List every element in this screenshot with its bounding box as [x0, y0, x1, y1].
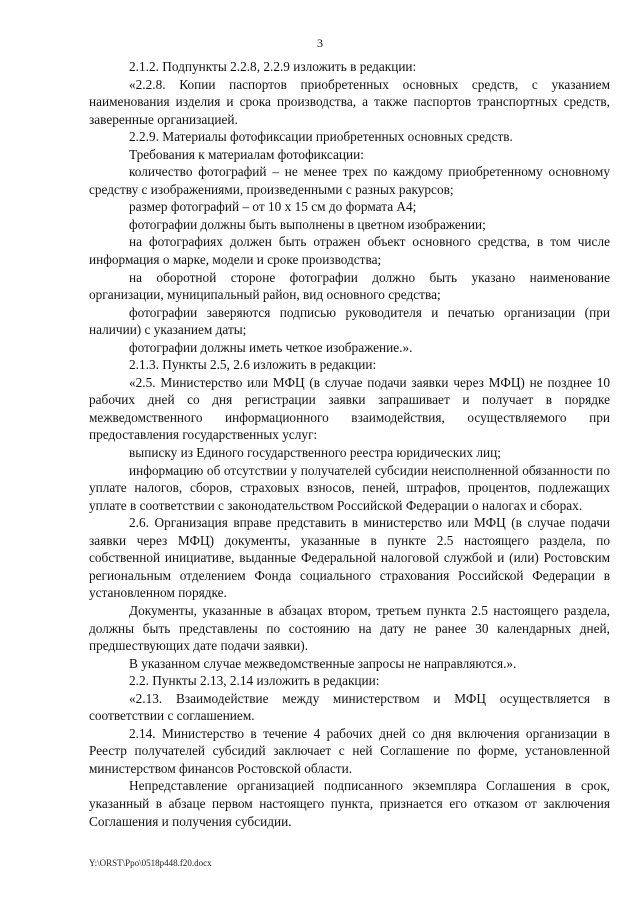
paragraph: размер фотографий – от 10 x 15 см до формата А4; [129, 199, 417, 215]
paragraph: фотографии заверяются подписью руководителя и печатью организации (при наличии) с указанием даты; [89, 304, 610, 338]
paragraph: Требования к материалам фотофиксации: [129, 146, 364, 162]
paragraph: «2.13. Взаимодействие между министерством и МФЦ осуществляется в соответствии с соглашением. [89, 690, 610, 724]
file-path-footer: Y:\ORST\Ppo\0518p448.f20.docx [89, 858, 212, 868]
page-number: 3 [317, 36, 323, 50]
paragraph: фотографии должны быть выполнены в цветном изображении; [129, 216, 486, 232]
paragraph: на оборотной стороне фотографии должно быть указано наименование организации, муниципальный район, вид основного средства; [89, 269, 610, 303]
paragraph: Документы, указанные в абзацах втором, третьем пункта 2.5 настоящего раздела, должны быть представлены по состоянию на дату не ранее 30 календарных дней, предшествующих дате подачи заявки). [89, 602, 610, 654]
paragraph: «2.5. Министерство или МФЦ (в случае подачи заявки через МФЦ) не позднее 10 рабочих дней со дня регистрации заявки запрашивает и получает в порядке межведомственного информационного взаимодействия, осуществляемого при предоставления государственных услуг: [89, 374, 610, 443]
paragraph: информацию об отсутствии у получателей субсидии неисполненной обязанности по уплате налогов, сборов, страховых взносов, пеней, штрафов, процентов, подлежащих уплате в соответствии с законодательством Российской Федерации о налогах и сборах. [89, 462, 610, 513]
paragraph: 2.1.3. Пункты 2.5, 2.6 изложить в редакции: [129, 357, 377, 373]
paragraph: В указанном случае межведомственные запросы не направляются.». [129, 655, 517, 671]
paragraph: 2.6. Организация вправе представить в министерство или МФЦ (в случае подачи заявки через МФЦ) документы, указанные в пункте 2.5 настоящего раздела, по собственной инициативе, выданные Федеральной налоговой службой и (или) Ростовским региональным отделением Фонда социального страхования Российской Федерации в установленном порядке. [89, 515, 610, 601]
paragraph: 2.2.9. Материалы фотофиксации приобретенных основных средств. [129, 129, 513, 145]
document-body [89, 58, 610, 830]
paragraph: «2.2.8. Копии паспортов приобретенных основных средств, с указанием наименования изделия и срока производства, а также паспортов транспортных средств, заверенные организацией. [89, 76, 610, 127]
paragraph: 2.1.2. Подпункты 2.2.8, 2.2.9 изложить в редакции: [129, 59, 417, 74]
paragraph: количество фотографий – не менее трех по каждому приобретенному основному средству с изображениями, произведенными с разных ракурсов; [89, 164, 610, 197]
paragraph: 2.2. Пункты 2.13, 2.14 изложить в редакции: [129, 673, 380, 689]
paragraph: на фотографиях должен быть отражен объект основного средства, в том числе информация о марке, модели и сроке производства; [89, 234, 610, 268]
paragraph: выписку из Единого государственного реестра юридических лиц; [129, 445, 501, 461]
paragraph: фотографии должны иметь четкое изображение.». [129, 339, 413, 355]
paragraph: Непредставление организацией подписанного экземпляра Соглашения в срок, указанный в абзаце первом настоящего пункта, признается его отказом от заключения Соглашения и получения субсидии. [89, 778, 610, 829]
paragraph: 2.14. Министерство в течение 4 рабочих дней со дня включения организации в Реестр получателей субсидий заключает с ней Соглашение по форме, установленной министерством финансов Ростовской области. [89, 725, 610, 776]
